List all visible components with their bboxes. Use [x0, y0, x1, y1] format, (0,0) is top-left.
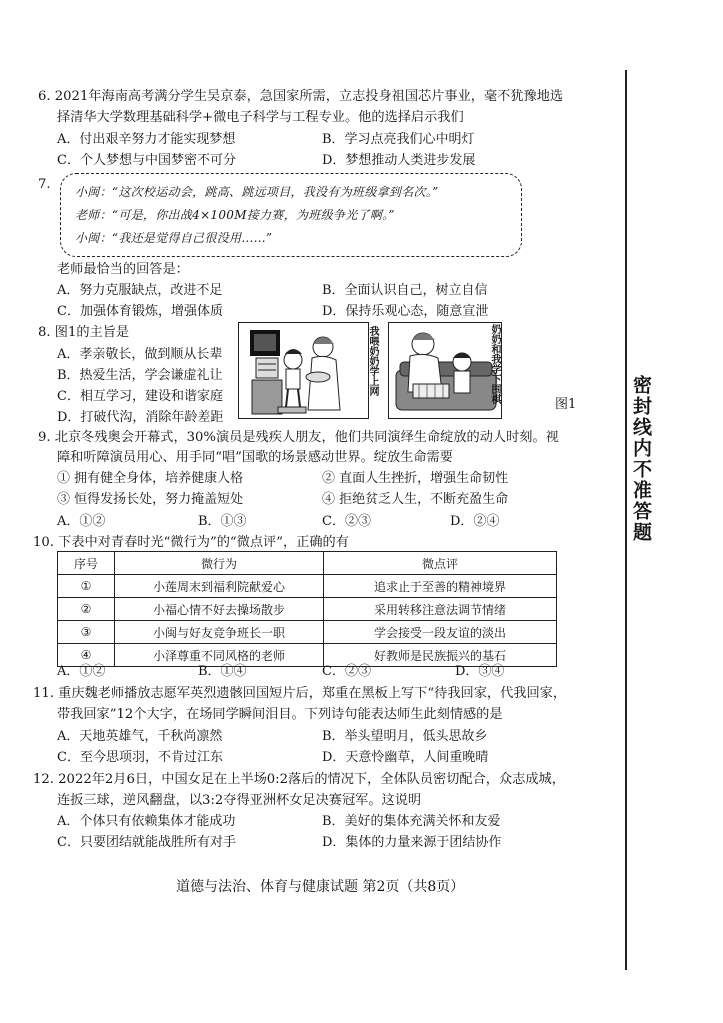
- q6-option-d[interactable]: D．梦想推动人类进步发展: [322, 153, 476, 168]
- figure-1-label: 图1: [555, 397, 577, 412]
- q8-option-d[interactable]: D．打破代沟，消除年龄差距: [57, 410, 224, 425]
- table-header-cell: 序号: [58, 552, 115, 575]
- q10-option-a[interactable]: A．①②: [57, 664, 106, 679]
- q6-option-c[interactable]: C．个人梦想与中国梦密不可分: [57, 153, 236, 168]
- q9-option-a[interactable]: A．①②: [57, 514, 106, 529]
- table-cell: 小闽与好友竞争班长一职: [115, 621, 324, 644]
- q6-option-a[interactable]: A．付出艰辛努力才能实现梦想: [57, 132, 236, 147]
- q11-option-a[interactable]: A．天地英雄气，千秋尚凛然: [57, 729, 223, 744]
- q9-item-3: ③ 恒得发扬长处，努力掩盖短处: [57, 492, 244, 507]
- q6-stem-line1: 6. 2021年海南高考满分学生吴京泰，急国家所需，立志投身祖国芯片事业，毫不犹豫地选: [38, 89, 564, 104]
- q8-option-c[interactable]: C．相互学习，建设和谐家庭: [57, 389, 223, 404]
- q9-option-b[interactable]: B．①③: [198, 514, 247, 529]
- q12-option-a[interactable]: A．个体只有依赖集体才能成功: [57, 814, 236, 829]
- q7-dialog-line3: 小闽：“我还是觉得自己很没用……”: [75, 231, 273, 245]
- q11-option-d[interactable]: D．天意怜幽草，人间重晚晴: [322, 750, 489, 765]
- q9-stem-line1: 9. 北京冬残奥会开幕式，30%演员是残疾人朋友，他们共同演绎生命绽放的动人时刻。视: [38, 430, 559, 445]
- cartoon-caption-right: 奶奶和我学下围棋: [489, 324, 500, 404]
- q9-item-1: ① 拥有健全身体，培养健康人格: [57, 471, 244, 486]
- q9-item-4: ④ 拒绝贫乏人生，不断充盈生命: [322, 492, 509, 507]
- q8-option-b[interactable]: B．热爱生活，学会谦虚礼让: [57, 368, 223, 383]
- q12-option-b[interactable]: B．美好的集体充满关怀和友爱: [322, 814, 501, 829]
- q7-number: 7.: [38, 177, 51, 192]
- table-row: [58, 621, 557, 644]
- table-cell: 小莲周末到福利院献爱心: [115, 575, 324, 598]
- q6-stem-line2: 择清华大学数理基础科学+微电子科学与工程专业。他的选择启示我们: [57, 110, 464, 125]
- q10-option-b[interactable]: B．①④: [198, 664, 247, 679]
- q11-option-c[interactable]: C．至今思项羽，不肯过江东: [57, 750, 223, 765]
- table-cell: 采用转移注意法调节情绪: [324, 598, 557, 621]
- q7-dialog-box: [60, 173, 522, 257]
- q12-stem-line1: 12. 2022年2月6日，中国女足在上半场0:2落后的情况下，全体队员密切配合，众志成城，: [33, 772, 565, 787]
- q12-option-d[interactable]: D．集体的力量来源于团结协作: [322, 835, 502, 850]
- table-cell: 学会接受一段友谊的淡出: [324, 621, 557, 644]
- q8-stem: 8. 图1的主旨是: [38, 325, 130, 340]
- table-cell: ①: [58, 575, 115, 598]
- table-cell: 追求止于至善的精神境界: [324, 575, 557, 598]
- table-cell: 小泽尊重不同风格的老师: [115, 644, 324, 667]
- q7-dialog-line1: 小闽：“这次校运动会，跳高、跳远项目，我没有为班级拿到名次。”: [75, 185, 439, 199]
- seal-note: 密封线内不准答题: [630, 375, 652, 543]
- q7-option-c[interactable]: C．加强体育锻炼，增强体质: [57, 304, 223, 319]
- table-cell: ④: [58, 644, 115, 667]
- table-cell: 小福心情不好去操场散步: [115, 598, 324, 621]
- q10-table: [57, 551, 557, 667]
- q11-option-b[interactable]: B．举头望明月，低头思故乡: [322, 729, 488, 744]
- q7-option-b[interactable]: B．全面认识自己，树立自信: [322, 283, 488, 298]
- table-header-row: [58, 552, 557, 575]
- q10-option-c[interactable]: C．②③: [322, 664, 371, 679]
- q9-option-c[interactable]: C．②③: [322, 514, 371, 529]
- q6-option-b[interactable]: B．学习点亮我们心中明灯: [322, 132, 475, 147]
- q12-stem-line2: 连扳三球，逆风翻盘，以3:2夺得亚洲杯女足决赛冠军。这说明: [57, 793, 422, 808]
- table-cell: ②: [58, 598, 115, 621]
- q7-option-d[interactable]: D．保持乐观心态，随意宣泄: [322, 304, 489, 319]
- page-footer: 道德与法治、体育与健康试题 第2页（共8页）: [176, 879, 465, 895]
- q7-prompt: 老师最恰当的回答是：: [57, 262, 189, 277]
- figure-1-cartoon: [238, 322, 502, 419]
- table-cell: 好教师是民族振兴的基石: [324, 644, 557, 667]
- q12-option-c[interactable]: C．只要团结就能战胜所有对手: [57, 835, 236, 850]
- q10-option-d[interactable]: D．③④: [455, 664, 505, 679]
- seal-line: [625, 70, 627, 970]
- cartoon-caption-left: 我喂奶奶学上网: [367, 326, 378, 396]
- q11-stem-line2: 带我回家”12个大字，在场同学瞬间泪目。下列诗句能表达师生此刻情感的是: [57, 707, 503, 722]
- q9-stem-line2: 障和听障演员用心、用手同“唱”国歌的场景感动世界。绽放生命需要: [57, 450, 453, 465]
- q7-dialog-line2: 老师：“可是，你出战4×100M接力赛，为班级争光了啊。”: [75, 208, 395, 222]
- q9-item-2: ② 直面人生挫折，增强生命韧性: [322, 471, 509, 486]
- table-header-cell: 微行为: [115, 552, 324, 575]
- table-header-cell: 微点评: [324, 552, 557, 575]
- table-cell: ③: [58, 621, 115, 644]
- q7-option-a[interactable]: A．努力克服缺点，改进不足: [57, 283, 223, 298]
- table-row: [58, 598, 557, 621]
- q11-stem-line1: 11. 重庆魏老师播放志愿军英烈遗骸回国短片后，郑重在黑板上写下“待我回家，代我回家，: [33, 686, 567, 701]
- table-row: [58, 575, 557, 598]
- q10-stem: 10. 下表中对青春时光“微行为”的“微点评”，正确的有: [33, 535, 349, 550]
- q9-option-d[interactable]: D．②④: [450, 514, 500, 529]
- q8-option-a[interactable]: A．孝亲敬长，做到顺从长辈: [57, 347, 223, 362]
